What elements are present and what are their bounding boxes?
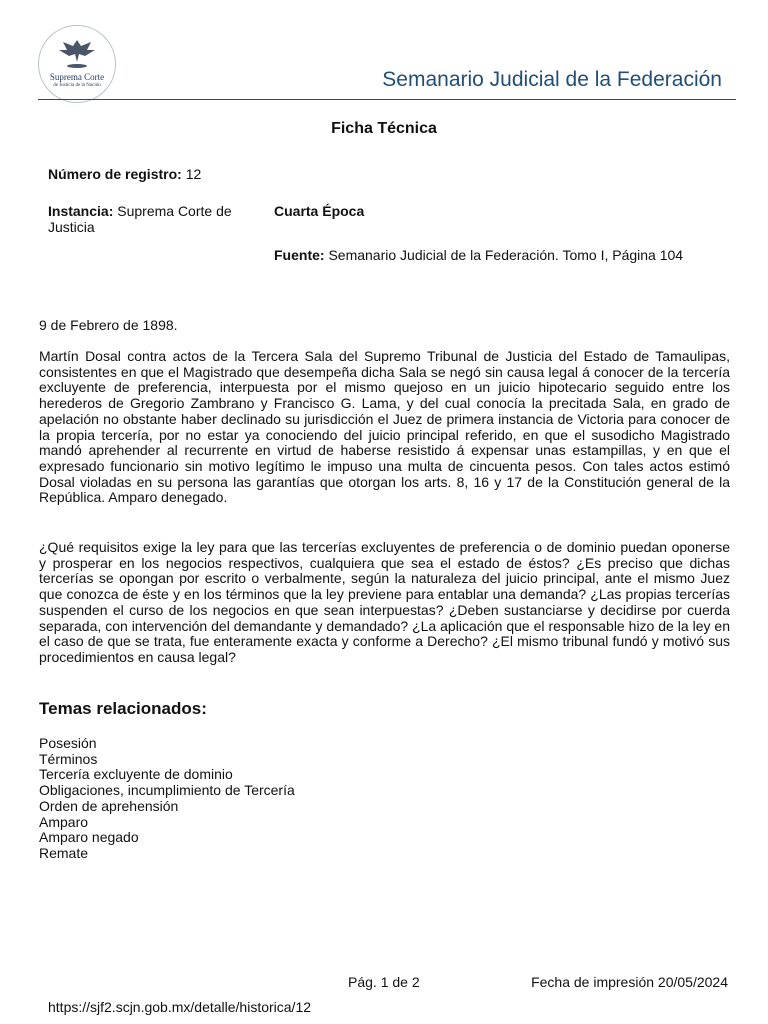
document-date: 9 de Febrero de 1898. [39,317,178,333]
temas-list [39,736,299,862]
eagle-emblem-icon [39,26,115,102]
fuente-value: Semanario Judicial de la Federación. Tomo I, Página 104 [328,247,684,263]
tema-item: Orden de aprehensión [39,797,179,814]
fuente-label: Fuente: [274,247,325,263]
body-paragraph-2: ¿Qué requisitos exige la ley para que las tercerías excluyentes de preferencia o de dominio puedan oponerse y prosperar en los negocios respectivos, cualquiera que sea el estado de éstos? ¿Es preciso que dichas tercerías se opongan por escrito o verbalmente, según la naturaleza del juicio principal, ante el mismo Juez que conozca de éste y en los términos que la ley previene para entablar una demanda? ¿Las propias tercerías suspenden el curso de los negocios en que sean interpuestas? ¿Deben sustanciarse y decidirse por cuerda separada, con intervención del demandante y demandado? ¿La aplicación que el responsable hizo de la ley en el caso de que se trata, fue enteramente exacta y conforme a Derecho? ¿El mismo tribunal fundó y motivó sus procedimientos en causa legal? [39,539,730,665]
fuente-field [274,247,714,263]
header-divider [38,99,736,100]
tema-item: Posesión [39,735,97,751]
body-paragraph-1: Martín Dosal contra actos de la Tercera Sala del Supremo Tribunal de Justicia del Estado de Tamaulipas, consistentes en que el Magistrado que desempeña dicha Sala se negó sin causa legal á conocer de la tercería excluyente de preferencia, interpuesta por el mismo quejoso en un juicio hipotecario seguido entre los herederos de Gregorio Zambrano y Francisco G. Lama, y del cual conocía la precitada Sala, en grado de apelación no obstante haber declinado su jurisdicción el Juez de primera instancia de Victoria para conocer de la propia tercería, por no estar ya conociendo del juicio principal referido, en que el susodicho Magistrado mandó aprehender al recurrente en virtud de haberse resistido á expensar unas estampillas, y en que el expresado funcionario sin motivo legítimo le impuso una multa de cincuenta pesos. Con tales actos estimó Dosal violadas en su persona las garantías que otorgan los arts. 8, 16 y 17 de la Constitución general de la República. Amparo denegado. [39,348,730,506]
document-title: Ficha Técnica [331,120,437,137]
tema-item: Tercería excluyente de dominio [39,766,233,783]
logo-text-line2: de Justicia de la Nación [53,83,101,88]
tema-item: Amparo [39,813,89,830]
site-title: Semanario Judicial de la Federación [382,68,722,91]
epoca-value: Cuarta Época [274,203,365,219]
source-url[interactable]: https://sjf2.scjn.gob.mx/detalle/historica/12 [48,999,312,1015]
page-number: Pág. 1 de 2 [348,974,420,990]
scjn-logo [38,25,116,103]
tema-item: Remate [39,844,89,861]
registro-value: 12 [185,166,202,182]
registro-label: Número de registro: [48,166,182,182]
tema-item: Términos [39,750,98,767]
print-date: Fecha de impresión 20/05/2024 [531,974,728,990]
temas-heading: Temas relacionados: [39,699,207,718]
instancia-value: Suprema Corte de Justicia [48,203,232,235]
instancia-field [48,203,263,235]
instancia-label: Instancia: [48,203,114,219]
epoca-field [274,203,364,219]
tema-item: Amparo negado [39,829,139,846]
tema-item: Obligaciones, incumplimiento de Tercería [39,782,295,799]
registro-field [48,166,201,182]
logo-text-line1: Suprema Corte [49,72,105,82]
